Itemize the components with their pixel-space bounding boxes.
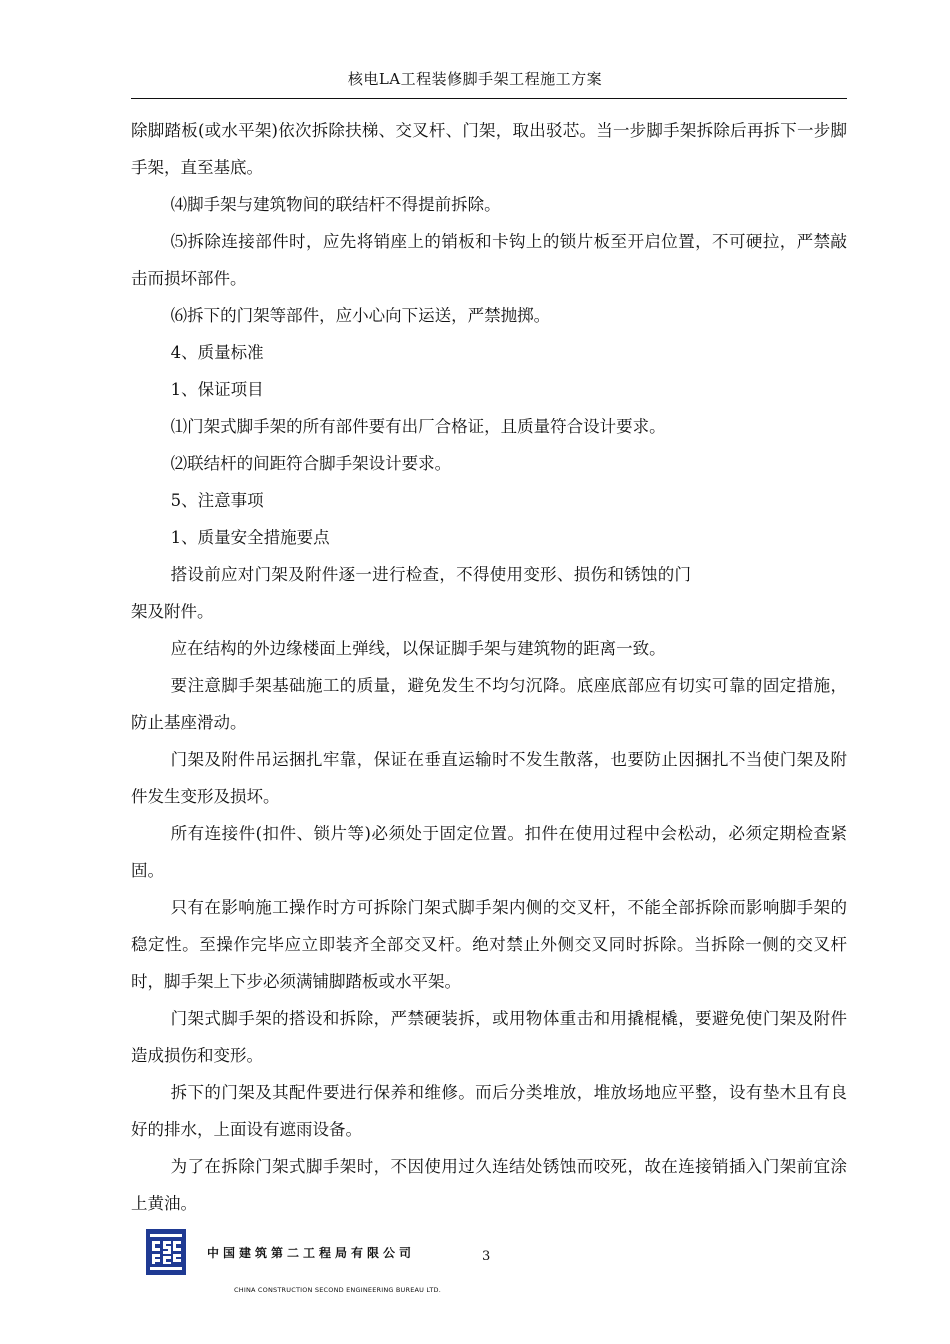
body-paragraph: ⑸拆除连接部件时，应先将销座上的销板和卡钩上的锁片板至开启位置，不可硬拉，严禁敲击而损坏部件。	[131, 232, 847, 288]
company-english-name: CHINA CONSTRUCTION SECOND ENGINEERING BUREAU LTD.	[234, 1286, 441, 1294]
body-paragraph: 拆下的门架及其配件要进行保养和维修。而后分类堆放，堆放场地应平整，设有垫木且有良好的排水，上面设有遮雨设备。	[131, 1083, 847, 1139]
body-paragraph: ⑷脚手架与建筑物间的联结杆不得提前拆除。	[170, 195, 501, 214]
subsection-heading: 1、保证项目	[170, 380, 264, 399]
header-divider	[131, 98, 847, 99]
body-paragraph: ⑹拆下的门架等部件，应小心向下运送，严禁抛掷。	[170, 306, 551, 325]
body-paragraph: 除脚踏板(或水平架)依次拆除扶梯、交叉杆、门架，取出驳芯。当一步脚手架拆除后再拆下一步脚手架，直至基底。	[131, 121, 847, 177]
page-number: 3	[482, 1249, 491, 1264]
body-paragraph: 为了在拆除门架式脚手架时，不因使用过久连结处锈蚀而咬死，故在连接销插入门架前宜涂上黄油。	[131, 1157, 847, 1213]
body-paragraph: 要注意脚手架基础施工的质量，避免发生不均匀沉降。底座底部应有切实可靠的固定措施，防止基座滑动。	[131, 676, 847, 732]
cscec-logo	[146, 1229, 186, 1275]
body-paragraph: 只有在影响施工操作时方可拆除门架式脚手架内侧的交叉杆，不能全部拆除而影响脚手架的稳定性。至操作完毕应立即装齐全部交叉杆。绝对禁止外侧交叉同时拆除。当拆除一侧的交叉杆时，脚手架上下步必须满铺脚踏板或水平架。	[131, 898, 847, 991]
page-header-title: 核电LA工程装修脚手架工程施工方案	[347, 70, 603, 88]
body-paragraph: 所有连接件(扣件、锁片等)必须处于固定位置。扣件在使用过程中会松动，必须定期检查紧固。	[131, 824, 847, 880]
section-heading: 4、质量标准	[170, 343, 264, 362]
body-paragraph: ⑵联结杆的间距符合脚手架设计要求。	[170, 454, 452, 473]
document-body	[131, 112, 847, 1222]
body-paragraph: 应在结构的外边缘楼面上弹线，以保证脚手架与建筑物的距离一致。	[170, 639, 666, 658]
body-paragraph: 搭设前应对门架及附件逐一进行检查，不得使用变形、损伤和锈蚀的门架及附件。	[131, 565, 691, 621]
body-paragraph: 门架式脚手架的搭设和拆除，严禁硬装拆，或用物体重击和用撬棍橇，要避免使门架及附件造成损伤和变形。	[131, 1009, 847, 1065]
cscec-logo-icon	[146, 1229, 186, 1275]
body-paragraph: 门架及附件吊运捆扎牢靠，保证在垂直运输时不发生散落，也要防止因捆扎不当使门架及附件发生变形及损坏。	[131, 750, 847, 806]
company-name: 中国建筑第二工程局有限公司	[207, 1246, 416, 1260]
section-heading: 5、注意事项	[170, 491, 264, 510]
body-paragraph: ⑴门架式脚手架的所有部件要有出厂合格证，且质量符合设计要求。	[170, 417, 666, 436]
subsection-heading: 1、质量安全措施要点	[170, 528, 330, 547]
